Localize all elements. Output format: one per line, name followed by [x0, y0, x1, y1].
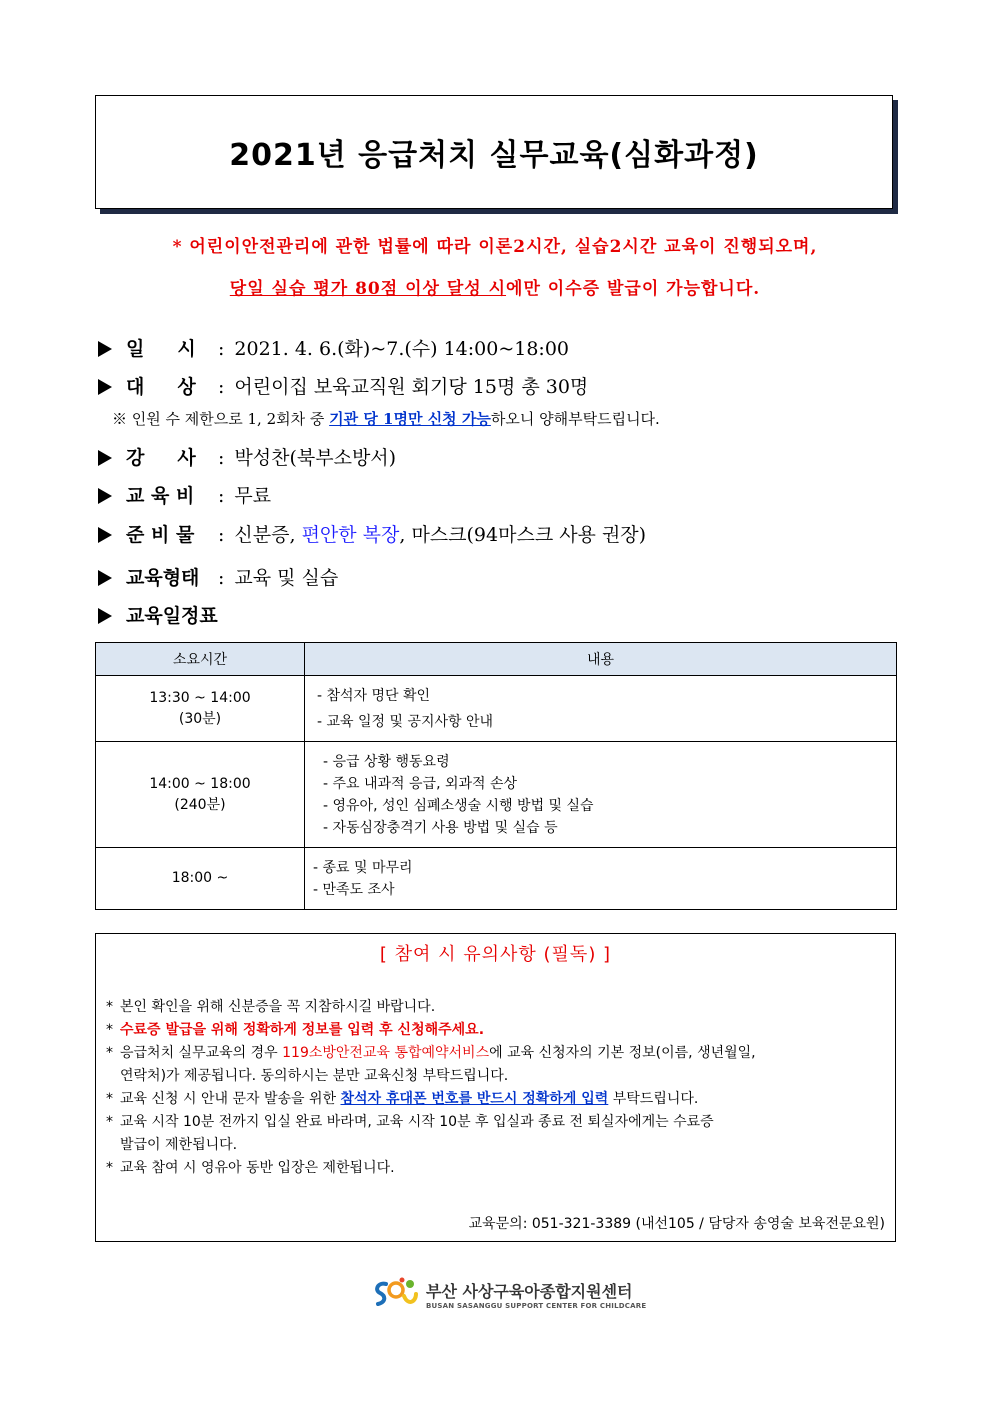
- list-item: [106, 1042, 886, 1088]
- target-note-prefix: ※ 인원 수 제한으로 1, 2회차 중: [112, 410, 330, 428]
- table-row: [96, 848, 897, 910]
- info-supplies-value-b: , 마스크(94마스크 사용 권장): [399, 524, 647, 546]
- notice-text-1: * 어린이안전관리에 관한 법률에 따라 이론2시간, 실습2시간 교육이 진행되오며,: [172, 237, 818, 257]
- arrow-icon: [98, 488, 112, 504]
- caution-item-6: 교육 참여 시 영유아 동반 입장은 제한됩니다.: [120, 1160, 395, 1176]
- target-note: [112, 408, 660, 429]
- caution-item-3a: 응급처치 실무교육의 경우: [120, 1045, 283, 1061]
- info-fee-value: 무료: [234, 485, 272, 507]
- header-time: 소요시간: [96, 643, 305, 676]
- list-item: - 교육 일정 및 공지사항 안내: [317, 713, 494, 730]
- caution-item-5a: 교육 시작 10분 전까지 입실 완료 바라며, 교육 시작 10분 후 입실과 종료 전 퇴실자에게는 수료증: [120, 1114, 714, 1130]
- info-schedule-heading: [98, 601, 218, 628]
- arrow-icon: [98, 341, 112, 357]
- caution-item-4b: 부탁드립니다.: [608, 1091, 699, 1107]
- notice-line-2: [95, 274, 895, 299]
- info-format-label: 교육형태: [126, 567, 200, 589]
- info-fee: 교 육 비 : 무료: [98, 481, 271, 508]
- caution-box: [95, 933, 896, 1242]
- info-date-label: 일 시: [126, 338, 196, 360]
- row-time-cell: [96, 676, 305, 742]
- caution-item-2: 수료증 발급을 위해 정확하게 정보를 입력 후 신청해주세요.: [120, 1022, 485, 1038]
- caution-item-1: 본인 확인을 위해 신분증을 꼭 지참하시길 바랍니다.: [120, 999, 436, 1015]
- header-content: 내용: [305, 643, 897, 676]
- arrow-icon: [98, 450, 112, 466]
- caution-item-3c: 연락처)가 제공됩니다. 동의하시는 분만 교육신청 부탁드립니다.: [120, 1068, 509, 1084]
- notice-underlined: 당일 실습 평가 80점 이상 달성 시: [229, 279, 507, 299]
- row-duration: (240분): [174, 796, 226, 813]
- bullet: *: [106, 1114, 113, 1130]
- footer-org-name: 부산 사상구육아종합지원센터: [426, 1281, 633, 1301]
- table-row: [96, 742, 897, 848]
- list-item: - 영유아, 성인 심폐소생술 시행 방법 및 실습: [323, 797, 594, 814]
- schedule-table: [95, 642, 897, 910]
- title-box: [95, 95, 893, 209]
- list-item: [106, 996, 886, 1019]
- list-item: [106, 1088, 886, 1111]
- caution-item-4a: 교육 신청 시 안내 문자 발송을 위한: [120, 1091, 341, 1107]
- contact-info: 교육문의: 051-321-3389 (내선105 / 담당자 송영술 보육전문요원): [468, 1216, 885, 1232]
- arrow-icon: [98, 608, 112, 624]
- info-date-value: 2021. 4. 6.(화)~7.(수) 14:00~18:00: [234, 338, 570, 360]
- info-date: 일 시 : 2021. 4. 6.(화)~7.(수) 14:00~18:00: [98, 334, 569, 361]
- row-time-cell: [96, 742, 305, 848]
- page-title: 2021년 응급처치 실무교육(심화과정): [229, 138, 759, 173]
- info-format: 교육형태 : 교육 및 실습: [98, 563, 338, 590]
- info-target: 대 상 : 어린이집 보육교직원 회기당 15명 총 30명: [98, 372, 588, 399]
- caution-title: [ 참여 시 유의사항 (필독) ]: [379, 944, 612, 965]
- footer-org-name-en: BUSAN SASANGGU SUPPORT CENTER FOR CHILDCARE: [426, 1301, 647, 1310]
- row-content-cell: [305, 848, 897, 910]
- info-supplies: 준 비 물 : 신분증, 편안한 복장 , 마스크(94마스크 사용 권장): [98, 520, 646, 547]
- caution-item-3b: 에 교육 신청자의 기본 정보(이름, 생년월일,: [489, 1045, 756, 1061]
- info-supplies-value-blue: 편안한 복장: [301, 524, 400, 546]
- list-item: [106, 1111, 886, 1157]
- info-format-value: 교육 및 실습: [234, 567, 339, 589]
- caution-item-4-blue: 참석자 휴대폰 번호를 반드시 정확하게 입력: [340, 1091, 609, 1107]
- row-time-cell: [96, 848, 305, 910]
- bullet: *: [106, 1091, 113, 1107]
- row-duration: (30분): [178, 710, 222, 727]
- list-item: - 만족도 조사: [313, 881, 395, 898]
- table-row: [96, 676, 897, 742]
- row-time: 14:00 ~ 18:00: [149, 775, 251, 792]
- caution-item-5b: 발급이 제한됩니다.: [120, 1137, 238, 1153]
- row-time: 13:30 ~ 14:00: [149, 689, 251, 706]
- list-item: [106, 1157, 886, 1180]
- bullet: *: [106, 1160, 113, 1176]
- list-item: - 종료 및 마무리: [313, 859, 413, 876]
- arrow-icon: [98, 570, 112, 586]
- list-item: - 자동심장충격기 사용 방법 및 실습 등: [323, 819, 558, 836]
- list-item: - 주요 내과적 응급, 외과적 손상: [323, 775, 518, 792]
- notice-text-2: 에만 이수증 발급이 가능합니다.: [506, 279, 761, 299]
- info-target-label: 대 상: [126, 376, 196, 398]
- schedule-header-row: [96, 643, 897, 676]
- target-note-suffix: 하오니 양해부탁드립니다.: [490, 410, 660, 428]
- caution-list: [106, 996, 886, 1180]
- caution-item-3-red: 119소방안전교육 통합예약서비스: [282, 1045, 490, 1061]
- list-item: [106, 1019, 886, 1042]
- bullet: *: [106, 999, 113, 1015]
- info-fee-label: 교 육 비: [126, 485, 195, 507]
- info-instructor-label: 강 사: [126, 447, 196, 469]
- row-content-cell: [305, 742, 897, 848]
- bullet: *: [106, 1022, 113, 1038]
- info-supplies-value-a: 신분증,: [234, 524, 302, 546]
- arrow-icon: [98, 379, 112, 395]
- notice-line-1: [95, 232, 895, 257]
- info-supplies-label: 준 비 물: [126, 524, 195, 546]
- info-instructor: 강 사 : 박성찬(북부소방서): [98, 443, 396, 470]
- row-time: 18:00 ~: [171, 870, 229, 886]
- footer-logo: [372, 1276, 646, 1312]
- arrow-icon: [98, 527, 112, 543]
- list-item: - 참석자 명단 확인: [317, 687, 431, 704]
- info-instructor-value: 박성찬(북부소방서): [234, 447, 397, 469]
- info-target-value: 어린이집 보육교직원 회기당 15명 총 30명: [234, 376, 589, 398]
- row-content-cell: [305, 676, 897, 742]
- target-note-highlight: 기관 당 1명만 신청 가능: [329, 410, 491, 428]
- list-item: - 응급 상황 행동요령: [323, 753, 450, 770]
- bullet: *: [106, 1045, 113, 1061]
- childcare-center-logo-icon: [372, 1276, 418, 1312]
- schedule-label: 교육일정표: [126, 605, 218, 627]
